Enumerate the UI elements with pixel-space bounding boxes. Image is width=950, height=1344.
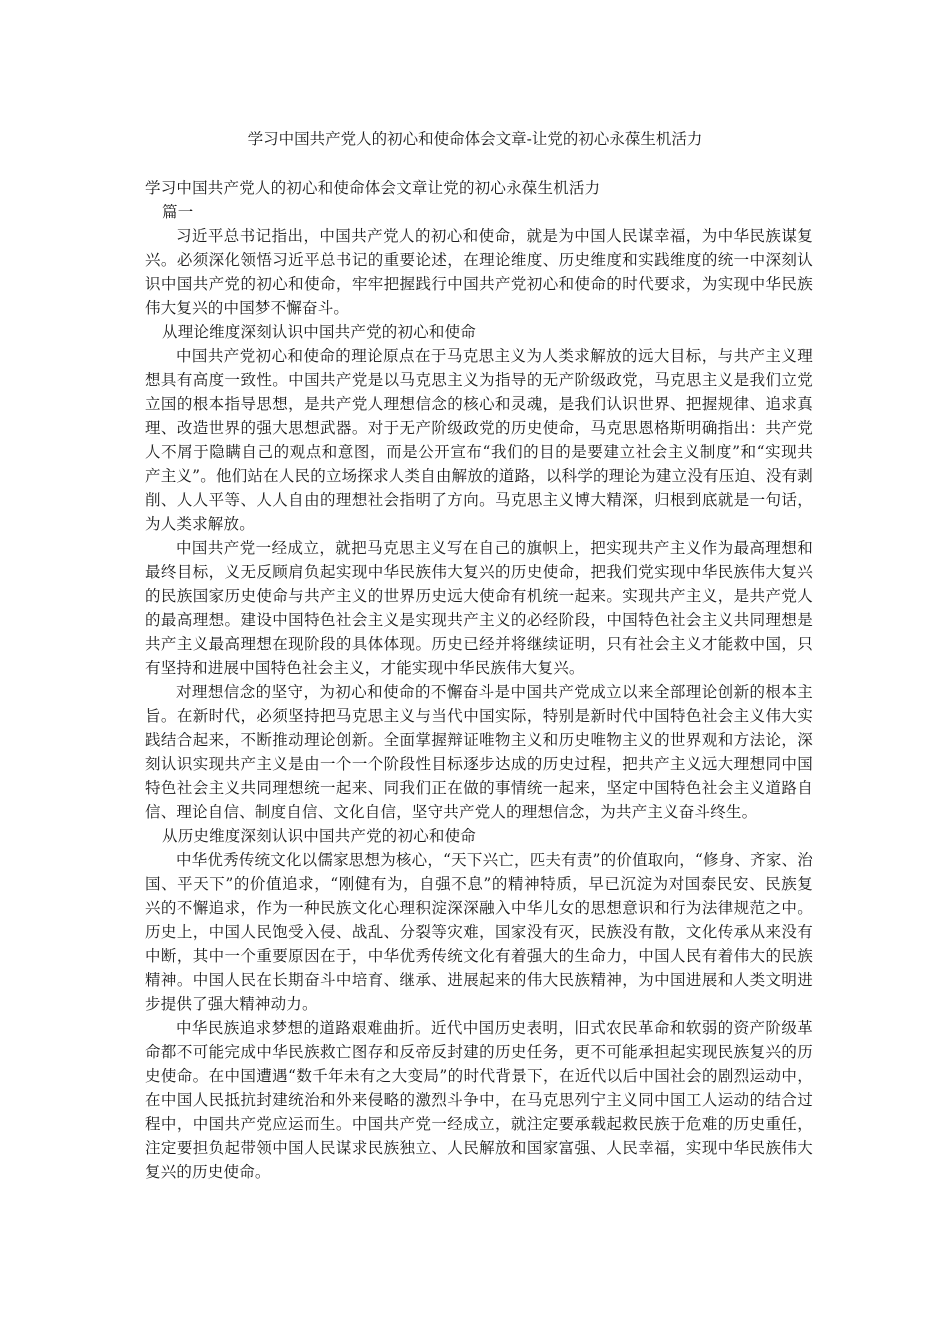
document-subtitle: 学习中国共产党人的初心和使命体会文章让党的初心永葆生机活力	[145, 179, 601, 197]
section-heading: 从理论维度深刻认识中国共产党的初心和使命	[162, 323, 477, 341]
paragraph: 对理想信念的坚守，为初心和使命的不懈奋斗是中国共产党成立以来全部理论创新的根本主旨。在新时代，必须坚持把马克思主义与当代中国实际，特别是新时代中国特色社会主义伟大实践结合起来，不断推动理论创新。全面掌握辩证唯物主义和历史唯物主义的世界观和方法论，深刻认识实现共产主义是由一个一个阶段性目标逐步达成的历史过程，把共产主义远大理想同中国特色社会主义共同理想统一起来、同我们正在做的事情统一起来，坚定中国特色社会主义道路自信、理论自信、制度自信、文化自信，坚守共产党人的理想信念，为共产主义奋斗终生。	[145, 683, 813, 821]
paragraph: 中国共产党初心和使命的理论原点在于马克思主义为人类求解放的远大目标，与共产主义理想具有高度一致性。中国共产党是以马克思主义为指导的无产阶级政党，马克思主义是我们立党立国的根本指导思想，是共产党人理想信念的核心和灵魂，是我们认识世界、把握规律、追求真理、改造世界的强大思想武器。对于无产阶级政党的历史使命，马克思恩格斯明确指出：共产党人不屑于隐瞒自己的观点和意图，而是公开宣布“我们的目的是要建立社会主义制度”和“实现共产主义”。他们站在人民的立场探求人类自由解放的道路，以科学的理论为建立没有压迫、没有剥削、人人平等、人人自由的理想社会指明了方向。马克思主义博大精深，归根到底就是一句话，为人类求解放。	[145, 347, 813, 533]
document-body	[145, 176, 813, 1184]
paragraph: 习近平总书记指出，中国共产党人的初心和使命，就是为中国人民谋幸福，为中华民族谋复兴。必须深化领悟习近平总书记的重要论述，在理论维度、历史维度和实践维度的统一中深刻认识中国共产党的初心和使命，牢牢把握践行中国共产党初心和使命的时代要求，为实现中华民族伟大复兴的中国梦不懈奋斗。	[145, 227, 813, 317]
document-title: 学习中国共产党人的初心和使命体会文章-让党的初心永葆生机活力	[247, 130, 703, 148]
section-heading: 从历史维度深刻认识中国共产党的初心和使命	[162, 827, 477, 845]
part-label: 篇一	[162, 203, 194, 221]
paragraph: 中华民族追求梦想的道路艰难曲折。近代中国历史表明，旧式农民革命和软弱的资产阶级革命都不可能完成中华民族救亡图存和反帝反封建的历史任务，更不可能承担起实现民族复兴的历史使命。在中国遭遇“数千年未有之大变局”的时代背景下，在近代以后中国社会的剧烈运动中，在中国人民抵抗封建统治和外来侵略的激烈斗争中，在马克思列宁主义同中国工人运动的结合过程中，中国共产党应运而生。中国共产党一经成立，就注定要承载起救民族于危难的历史重任，注定要担负起带领中国人民谋求民族独立、人民解放和国家富强、人民幸福，实现中华民族伟大复兴的历史使命。	[145, 1019, 813, 1181]
paragraph: 中国共产党一经成立，就把马克思主义写在自己的旗帜上，把实现共产主义作为最高理想和最终目标，义无反顾肩负起实现中华民族伟大复兴的历史使命，把我们党实现中华民族伟大复兴的民族国家历史使命与共产主义的世界历史远大使命有机统一起来。实现共产主义，是共产党人的最高理想。建设中国特色社会主义是实现共产主义的必经阶段，中国特色社会主义共同理想是共产主义最高理想在现阶段的具体体现。历史已经并将继续证明，只有社会主义才能救中国，只有坚持和进展中国特色社会主义，才能实现中华民族伟大复兴。	[145, 539, 813, 677]
paragraph: 中华优秀传统文化以儒家思想为核心，“天下兴亡，匹夫有责”的价值取向，“修身、齐家、治国、平天下”的价值追求，“刚健有为，自强不息”的精神特质，早已沉淀为对国泰民安、民族复兴的不懈追求，作为一种民族文化心理积淀深深融入中华儿女的思想意识和行为法律规范之中。历史上，中国人民饱受入侵、战乱、分裂等灾难，国家没有灭，民族没有散，文化传承从来没有中断，其中一个重要原因在于，中华优秀传统文化有着强大的生命力，中国人民有着伟大的民族精神。中国人民在长期奋斗中培育、继承、进展起来的伟大民族精神，为中国进展和人类文明进步提供了强大精神动力。	[145, 851, 813, 1013]
